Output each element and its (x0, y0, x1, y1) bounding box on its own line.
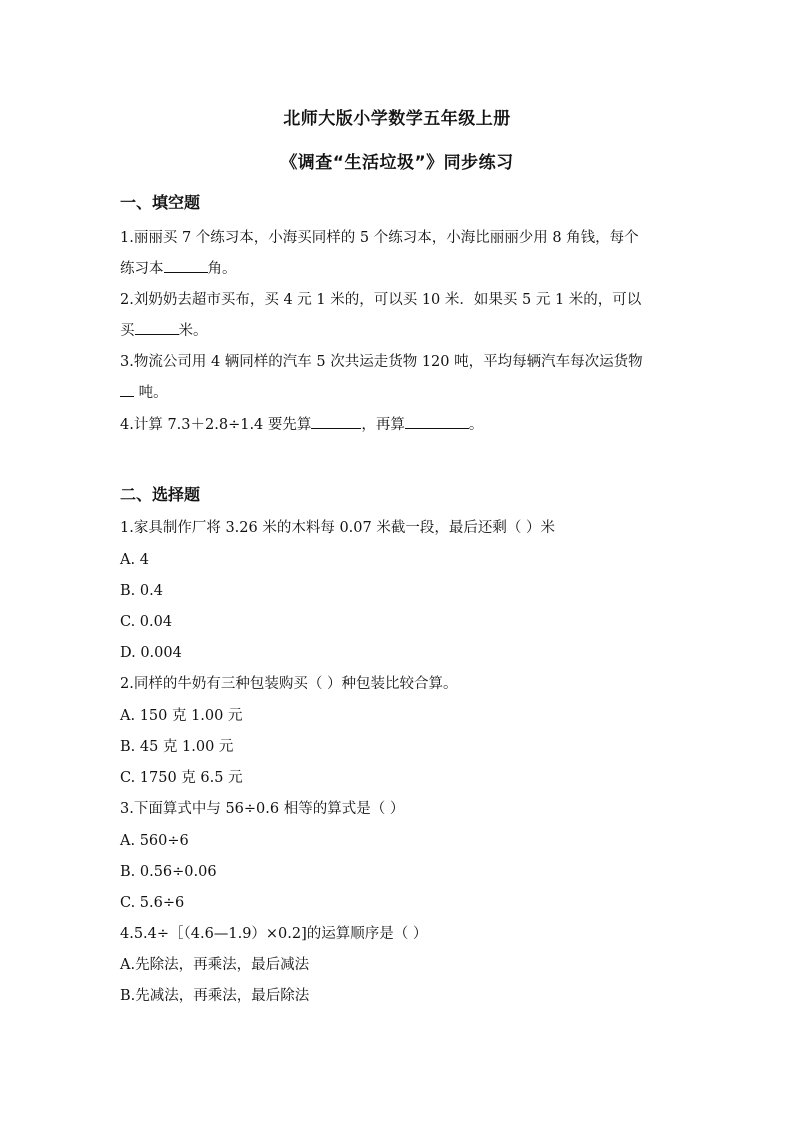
document-subtitle: 《调查“生活垃圾”》同步练习 (280, 153, 514, 173)
section-heading-fill-in: 一、填空题 (120, 193, 201, 212)
choice-q1-option-d[interactable]: D. 0.004 (120, 645, 182, 661)
fill-q2-prefix: 买 (120, 323, 135, 339)
answer-blank[interactable] (311, 414, 361, 429)
fill-q4-line (120, 414, 483, 435)
fill-q2-line2 (120, 320, 208, 341)
choice-q3-option-a[interactable]: A. 560÷6 (120, 833, 189, 849)
document-title: 北师大版小学数学五年级上册 (283, 109, 511, 129)
answer-blank[interactable] (120, 382, 134, 397)
fill-q4-prefix: 4.计算 7.3＋2.8÷1.4 要先算 (120, 417, 312, 433)
choice-q3-option-c[interactable]: C. 5.6÷6 (120, 895, 185, 911)
fill-q3-suffix: 吨。 (134, 385, 168, 401)
fill-q1-line2 (120, 258, 237, 279)
choice-q1: 1.家具制作厂将 3.26 米的木料每 0.07 米截一段，最后还剩（ ）米 (120, 520, 555, 536)
choice-q1-option-b[interactable]: B. 0.4 (120, 583, 163, 599)
answer-blank[interactable] (135, 320, 179, 335)
answer-blank[interactable] (164, 258, 208, 273)
fill-q1-line1: 1.丽丽买 7 个练习本，小海买同样的 5 个练习本，小海比丽丽少用 8 角钱，每个 (120, 230, 639, 246)
fill-q4-suffix: 。 (468, 417, 484, 433)
choice-q2-option-a[interactable]: A. 150 克 1.00 元 (120, 708, 243, 724)
fill-q2-line1: 2.刘奶奶去超市买布，买 4 元 1 米的，可以买 10 米．如果买 5 元 1 米的，可以 (120, 292, 642, 308)
choice-q2-option-b[interactable]: B. 45 克 1.00 元 (120, 739, 234, 755)
choice-q4: 4.5.4÷［（4.6—1.9）×0.2]的运算顺序是（ ） (120, 926, 428, 942)
fill-q4-middle: ，再算 (361, 417, 405, 433)
choice-q4-option-a[interactable]: A.先除法，再乘法，最后减法 (120, 957, 310, 973)
choice-q2: 2.同样的牛奶有三种包装购买（ ）种包装比较合算。 (120, 676, 458, 692)
choice-q4-option-b[interactable]: B.先减法，再乘法，最后除法 (120, 988, 310, 1004)
fill-q1-prefix: 练习本 (120, 261, 164, 277)
fill-q1-suffix: 角。 (207, 261, 237, 277)
fill-q2-suffix: 米。 (178, 323, 208, 339)
fill-q3-line2 (120, 382, 168, 403)
choice-q3: 3.下面算式中与 56÷0.6 相等的算式是（ ） (120, 801, 405, 817)
choice-q1-option-a[interactable]: A. 4 (120, 552, 149, 568)
choice-q3-option-b[interactable]: B. 0.56÷0.06 (120, 864, 217, 880)
choice-q1-option-c[interactable]: C. 0.04 (120, 614, 173, 630)
choice-q2-option-c[interactable]: C. 1750 克 6.5 元 (120, 770, 243, 786)
answer-blank[interactable] (405, 414, 469, 429)
fill-q3-line1: 3.物流公司用 4 辆同样的汽车 5 次共运走货物 120 吨，平均每辆汽车每次运货物 (120, 354, 643, 370)
section-heading-choice: 二、选择题 (120, 485, 201, 504)
